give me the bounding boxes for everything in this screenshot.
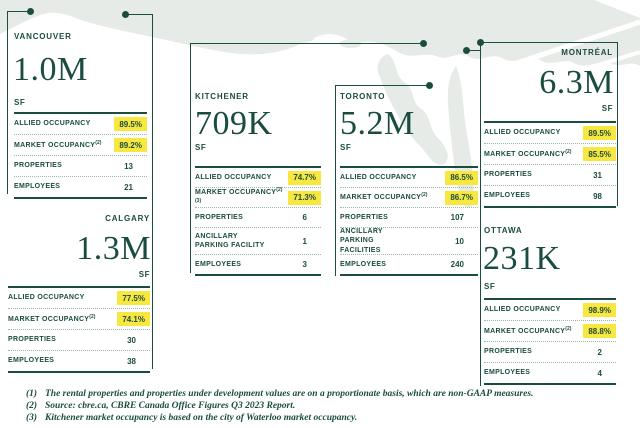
row-value: 31 (593, 170, 602, 180)
row-label: ANCILLARY PARKING FACILITY (195, 232, 265, 249)
footnote-text: The rental properties and properties under development values are on a proportionate basis, which are non-GAAP measures. (45, 389, 534, 399)
stats-table (8, 286, 150, 373)
kitchener-map-dot-icon (420, 40, 427, 47)
table-row (484, 123, 616, 144)
row-label: ALLIED OCCUPANCY (8, 294, 85, 302)
row-label: EMPLOYEES (14, 183, 61, 191)
toronto-card (335, 86, 478, 276)
table-row (484, 342, 616, 363)
table-row (484, 321, 616, 342)
square-footage-unit: SF (138, 270, 150, 279)
square-footage-unit: SF (484, 282, 496, 291)
row-label: PROPERTIES (195, 213, 244, 221)
row-label: ALLIED OCCUPANCY (14, 120, 91, 128)
footnote-number: (3) (26, 413, 38, 424)
row-value-highlighted: 98.9% (583, 303, 616, 317)
table-row (14, 177, 147, 197)
footnote-number: (1) (26, 389, 38, 399)
city-name: VANCOUVER (14, 32, 72, 41)
row-label: PROPERTIES (484, 348, 533, 356)
footnote-text: Source: cbre.ca, CBRE Canada Office Figures Q3 2023 Report. (45, 401, 296, 412)
row-value: 1 (302, 236, 307, 246)
row-label: EMPLOYEES (484, 192, 531, 200)
row-label: ALLIED OCCUPANCY (484, 306, 561, 314)
stats-table (14, 112, 147, 199)
footnote-ref: (2) (565, 325, 572, 332)
row-value: 6 (302, 213, 307, 222)
footnotes (26, 388, 626, 425)
footnote-ref: (2) (421, 192, 428, 199)
footnote (26, 400, 626, 412)
row-value-highlighted: 71.3% (288, 191, 321, 205)
ottawa-connector-line (467, 50, 481, 51)
row-label: ALLIED OCCUPANCY (340, 173, 417, 181)
footnote-number: (2) (26, 401, 38, 412)
row-label: MARKET OCCUPANCY$^{(2)}$ (340, 192, 428, 202)
table-row (14, 135, 147, 156)
row-value: 21 (124, 182, 133, 192)
table-row (484, 144, 616, 165)
row-label: EMPLOYEES (340, 260, 387, 268)
table-row (8, 288, 150, 309)
table-row (14, 114, 147, 135)
row-label: ALLIED OCCUPANCY (195, 173, 272, 181)
stats-table (484, 121, 616, 208)
row-value: 30 (127, 335, 136, 345)
table-row (340, 228, 478, 255)
row-value: 10 (455, 236, 464, 246)
row-label: MARKET OCCUPANCY$^{(2)}$ (484, 148, 572, 158)
row-label: PROPERTIES (340, 213, 389, 221)
square-footage-value: 1.0M (13, 51, 88, 88)
city-name: TORONTO (340, 92, 386, 101)
row-label: PROPERTIES (484, 171, 533, 179)
row-value-highlighted: 89.2% (114, 138, 147, 152)
city-name: MONTRÉAL (561, 48, 613, 57)
table-row (340, 168, 478, 188)
stats-table (195, 166, 321, 276)
row-label: PROPERTIES (8, 336, 57, 344)
row-value-highlighted: 86.5% (445, 171, 478, 185)
row-label: MARKET $OCCUPANCY^{(2)(3)}$ (195, 187, 283, 204)
stats-table (484, 298, 616, 385)
square-footage-unit: SF (340, 143, 352, 152)
table-row (340, 255, 478, 274)
square-footage-unit: SF (195, 143, 207, 152)
footnote-ref: (2) (565, 148, 572, 155)
row-value: 98 (593, 191, 602, 201)
row-value-highlighted: 89.5% (114, 117, 147, 131)
row-label: EMPLOYEES (8, 357, 55, 365)
row-value: 2 (597, 347, 602, 357)
stats-table (340, 166, 478, 276)
table-row (195, 188, 321, 208)
row-value-highlighted: 74.7% (288, 171, 321, 185)
row-label: EMPLOYEES (484, 369, 531, 377)
row-value-highlighted: 74.1% (117, 312, 150, 326)
row-label: MARKET OCCUPANCY$^{(2)}$ (8, 313, 96, 323)
row-value: 13 (124, 161, 133, 171)
row-value: 240 (450, 260, 464, 269)
table-row (484, 363, 616, 383)
row-label: EMPLOYEES (195, 260, 242, 268)
row-value-highlighted: 89.5% (583, 126, 616, 140)
table-row (340, 188, 478, 208)
city-name: KITCHENER (195, 92, 249, 101)
footnote-text: Kitchener market occupancy is based on the city of Waterloo market occupancy. (45, 413, 358, 424)
city-name: CALGARY (105, 214, 150, 223)
row-label: MARKET OCCUPANCY$^{(2)}$ (14, 139, 102, 149)
footnote (26, 412, 626, 424)
row-value: 38 (127, 356, 136, 366)
square-footage-value: 231K (483, 240, 561, 277)
table-row (195, 208, 321, 228)
row-label: ALLIED OCCUPANCY (484, 129, 561, 137)
kitchener-card (190, 44, 321, 273)
square-footage-unit: SF (601, 104, 613, 113)
table-row (340, 208, 478, 228)
table-row (8, 309, 150, 330)
square-footage-value: 6.3M (539, 64, 614, 101)
table-row (14, 156, 147, 177)
row-value-highlighted: 77.5% (117, 291, 150, 305)
table-row (484, 165, 616, 186)
calgary-card (8, 210, 153, 370)
row-value-highlighted: 86.7% (445, 191, 478, 205)
vancouver-card (7, 11, 148, 194)
table-row (484, 300, 616, 321)
table-row (195, 228, 321, 255)
row-value: 3 (302, 260, 307, 269)
row-value: 107 (450, 213, 464, 222)
table-row (195, 255, 321, 274)
square-footage-value: 5.2M (340, 105, 415, 142)
city-name: OTTAWA (484, 226, 523, 235)
square-footage-unit: SF (14, 98, 26, 107)
footnote (26, 388, 626, 400)
square-footage-value: 1.3M (76, 230, 151, 267)
row-label: MARKET OCCUPANCY$^{(2)}$ (484, 325, 572, 335)
montreal-card (481, 42, 618, 206)
table-row (484, 186, 616, 206)
table-row (8, 330, 150, 351)
footnote-ref: (2) (89, 313, 96, 320)
table-row (8, 351, 150, 371)
row-label: PROPERTIES (14, 162, 63, 170)
ottawa-card (481, 218, 617, 388)
row-value: 4 (597, 368, 602, 378)
table-row (195, 168, 321, 188)
square-footage-value: 709K (195, 105, 273, 142)
row-value-highlighted: 85.5% (583, 147, 616, 161)
row-label: ANCILLARY PARKING FACILITIES (340, 227, 383, 254)
footnote-ref: (2) (95, 139, 102, 146)
footnote-ref: (2)(3) (195, 187, 283, 204)
row-value-highlighted: 88.8% (583, 324, 616, 338)
